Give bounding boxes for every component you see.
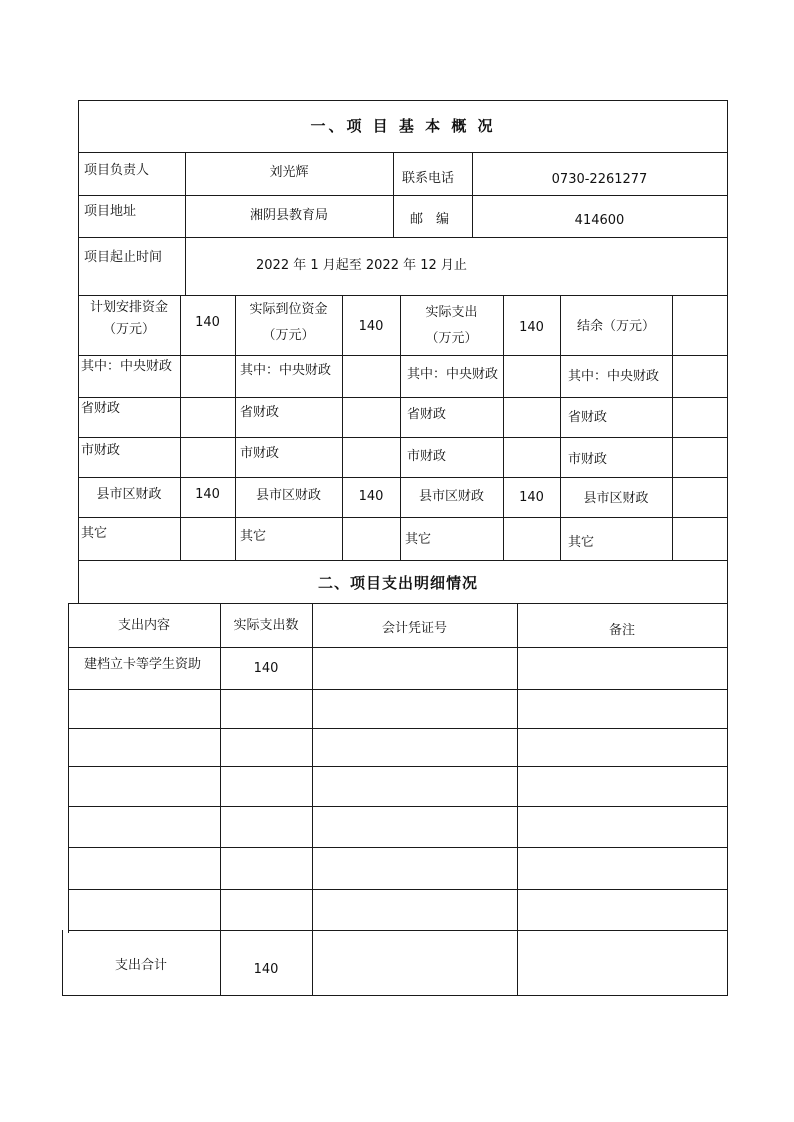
actual-spend-value: 140 [519, 320, 544, 335]
period-label: 项目起止时间 [84, 250, 163, 265]
col-divider [180, 295, 181, 560]
section-title: 一、项 目 基 本 概 况 [310, 117, 496, 135]
postcode-value: 414600 [574, 213, 625, 228]
row-divider [78, 355, 728, 356]
col-divider [672, 295, 673, 560]
total-label: 支出合计 [114, 958, 167, 973]
row-divider [78, 152, 728, 153]
province-label: 省财政 [240, 405, 280, 420]
manager-value: 刘光辉 [269, 165, 309, 180]
table-border-left [78, 100, 79, 603]
balance-label: 结余（万元） [576, 319, 655, 334]
row-divider [68, 930, 728, 931]
postcode-label: 邮 编 [410, 212, 450, 227]
row-divider [68, 689, 728, 690]
row-divider [68, 766, 728, 767]
manager-label: 项目负责人 [84, 163, 150, 178]
county-value: 140 [195, 487, 220, 502]
received-funds-value: 140 [358, 319, 384, 334]
county-label: 县市区财政 [255, 488, 321, 503]
column-header-voucher: 会计凭证号 [381, 621, 447, 636]
planned-funds-value: 140 [195, 315, 220, 330]
province-label: 省财政 [407, 407, 447, 422]
table-border-left [68, 603, 69, 933]
address-label: 项目地址 [84, 204, 137, 219]
row-divider [78, 560, 728, 561]
row-divider [78, 437, 728, 438]
city-label: 市财政 [407, 449, 447, 464]
central-label: 其中：中央财政 [240, 363, 332, 378]
city-label: 市财政 [240, 446, 280, 461]
row-divider [78, 517, 728, 518]
county-value: 140 [358, 489, 384, 504]
received-funds-unit: （万元） [262, 328, 315, 343]
county-value: 140 [519, 490, 544, 505]
col-divider [393, 152, 394, 237]
table-border-bottom [62, 995, 728, 996]
county-label: 县市区财政 [583, 491, 649, 506]
province-label: 省财政 [81, 401, 121, 416]
table-border-top [78, 100, 728, 101]
county-label: 县市区财政 [96, 487, 162, 502]
row-divider [78, 477, 728, 478]
city-label: 市财政 [568, 452, 608, 467]
column-header-amount: 实际支出数 [233, 618, 299, 633]
province-label: 省财政 [568, 410, 608, 425]
row-divider [68, 728, 728, 729]
planned-funds-label: 计划安排资金 [89, 300, 168, 315]
other-label: 其它 [81, 526, 108, 541]
other-label: 其它 [568, 535, 595, 550]
row-divider [68, 806, 728, 807]
col-divider [312, 603, 313, 996]
actual-spend-unit: （万元） [425, 331, 478, 346]
row-divider [78, 195, 728, 196]
detail-amount: 140 [253, 661, 279, 676]
central-label: 其中：中央财政 [81, 359, 173, 374]
col-divider [517, 603, 518, 996]
planned-funds-unit: （万元） [102, 322, 155, 337]
detail-content: 建档立卡等学生资助 [84, 657, 202, 672]
phone-label: 联系电话 [402, 171, 455, 186]
row-divider [78, 397, 728, 398]
county-label: 县市区财政 [418, 489, 484, 504]
row-divider [68, 889, 728, 890]
row-divider [68, 603, 728, 604]
row-divider [78, 295, 728, 296]
section-title: 二、项目支出明细情况 [317, 574, 478, 592]
received-funds-label: 实际到位资金 [249, 302, 328, 317]
central-label: 其中：中央财政 [568, 369, 660, 384]
column-header-content: 支出内容 [117, 618, 170, 633]
phone-value: 0730-2261277 [551, 172, 648, 187]
column-header-remark: 备注 [608, 623, 635, 638]
address-value: 湘阴县教育局 [249, 208, 328, 223]
central-label: 其中：中央财政 [407, 367, 499, 382]
total-value: 140 [253, 962, 279, 977]
row-divider [68, 847, 728, 848]
other-label: 其它 [240, 529, 267, 544]
other-label: 其它 [405, 532, 432, 547]
actual-spend-label: 实际支出 [425, 305, 478, 320]
period-value: 2022 年 1 月起至 2022 年 12 月止 [256, 258, 467, 273]
city-label: 市财政 [81, 443, 121, 458]
row-divider [68, 647, 728, 648]
table-border-right [727, 100, 728, 996]
row-divider [78, 237, 728, 238]
